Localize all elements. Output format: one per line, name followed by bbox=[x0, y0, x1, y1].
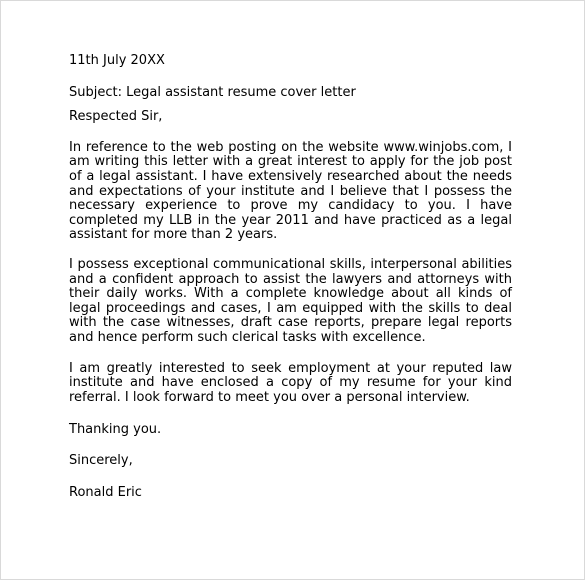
letter-subject: Subject: Legal assistant resume cover letter bbox=[69, 84, 356, 100]
letter-thanks: Thanking you. bbox=[69, 422, 162, 438]
letter-salutation: Respected Sir, bbox=[69, 109, 163, 125]
letter-signature-name: Ronald Eric bbox=[69, 485, 142, 501]
letter-paragraph-1: In reference to the web posting on the website www.winjobs.com, I am writing this letter with a great interest to apply for the job post of a legal assistant. I have extensively researched about the needs and expectations of your institute and I believe that I possess the necessary experience to prove my candidacy to you. I have completed my LLB in the year 2011 and have practiced as a legal assistant for more than 2 years. bbox=[69, 139, 512, 243]
letter-paragraph-2: I possess exceptional communicational skills, interpersonal abilities and a confident approach to assist the lawyers and attorneys with their daily works. With a complete knowledge about all kinds of legal proceedings and cases, I am equipped with the skills to deal with the case witnesses, draft case reports, prepare legal reports and hence perform such clerical tasks with excellence. bbox=[69, 256, 512, 345]
cover-letter bbox=[69, 54, 512, 501]
letter-closing: Sincerely, bbox=[69, 452, 133, 468]
letter-date: 11th July 20XX bbox=[69, 53, 165, 68]
letter-paragraph-3: I am greatly interested to seek employment at your reputed law institute and have enclosed a copy of my resume for your kind referral. I look forward to meet you over a personal interview. bbox=[69, 360, 512, 405]
